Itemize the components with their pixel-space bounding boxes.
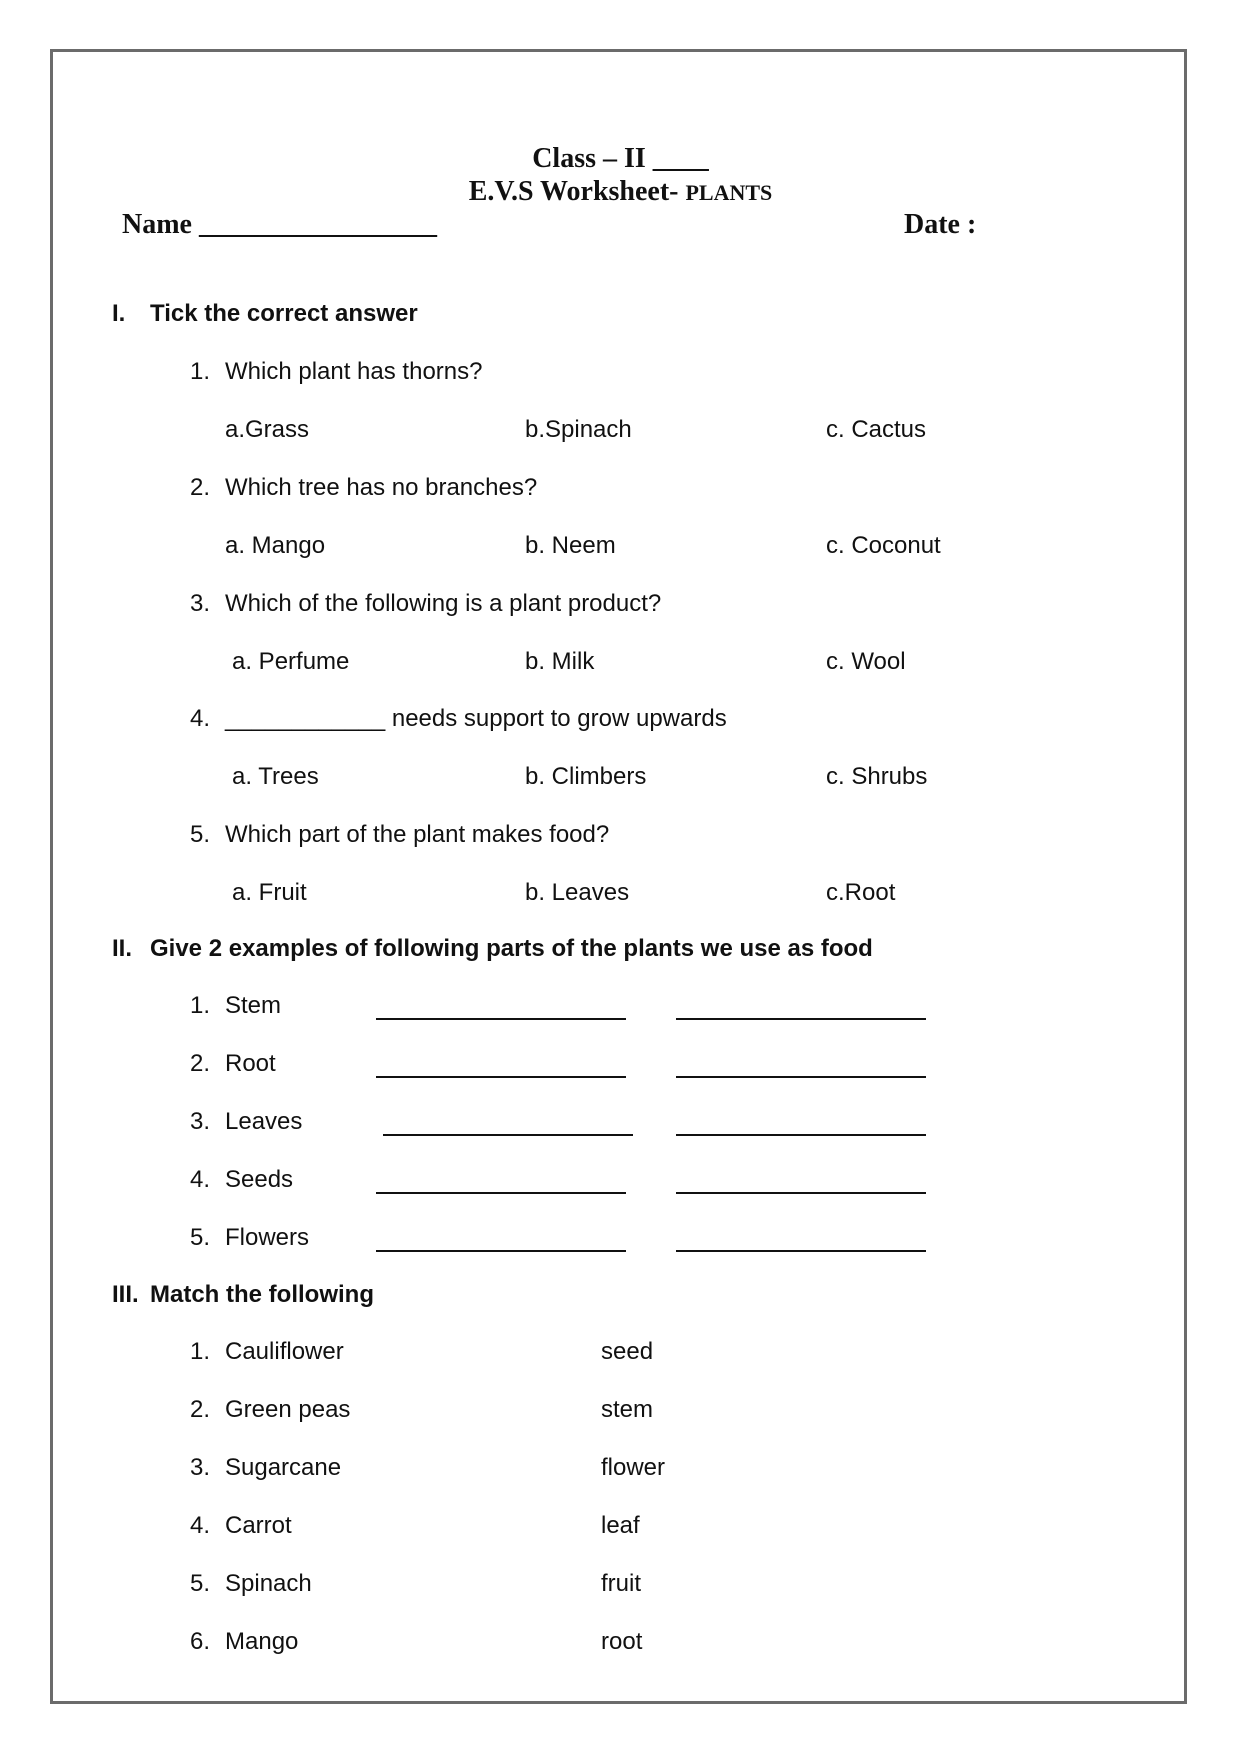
match-left-item: Cauliflower <box>225 1338 344 1365</box>
option-b: b. Leaves <box>525 879 630 906</box>
answer-blank-1[interactable] <box>376 1018 626 1020</box>
item-number: 4. <box>189 1512 210 1539</box>
section-1-title: Tick the correct answer <box>150 300 418 327</box>
match-right-item: fruit <box>601 1570 642 1597</box>
question-number: 5. <box>189 821 210 848</box>
food-part-row <box>0 1108 1241 1148</box>
answer-blank-1[interactable] <box>376 1076 626 1078</box>
option-b: b.Spinach <box>525 416 632 443</box>
section-3-heading <box>112 1281 374 1309</box>
question-text: Which plant has thorns? <box>225 358 483 385</box>
item-number: 2. <box>189 1050 210 1077</box>
question-number: 3. <box>189 590 210 617</box>
item-number: 1. <box>189 992 210 1019</box>
answer-blank-1[interactable] <box>383 1134 633 1136</box>
match-right-item: flower <box>601 1454 666 1481</box>
option-b: b. Milk <box>525 648 595 675</box>
answer-blank-2[interactable] <box>676 1076 926 1078</box>
option-b: b. Neem <box>525 532 616 559</box>
option-c: c. Coconut <box>826 532 941 559</box>
item-number: 4. <box>189 1166 210 1193</box>
food-part-row <box>0 992 1241 1032</box>
food-part-label: Flowers <box>225 1224 310 1251</box>
food-part-label: Leaves <box>225 1108 303 1135</box>
answer-blank-2[interactable] <box>676 1134 926 1136</box>
item-number: 1. <box>189 1338 210 1365</box>
section-3-title: Match the following <box>150 1281 374 1308</box>
item-number: 2. <box>189 1396 210 1423</box>
food-part-label: Root <box>225 1050 276 1077</box>
match-left-item: Green peas <box>225 1396 351 1423</box>
answer-blank-2[interactable] <box>676 1018 926 1020</box>
question-text: Which of the following is a plant product? <box>225 590 662 617</box>
match-right-item: leaf <box>601 1512 640 1539</box>
class-label: Class – II ____ <box>532 143 709 174</box>
option-c: c.Root <box>826 879 896 906</box>
item-number: 5. <box>189 1224 210 1251</box>
worksheet-title-main: E.V.S Worksheet- <box>468 176 679 207</box>
worksheet-title <box>0 176 1241 208</box>
item-number: 3. <box>189 1108 210 1135</box>
question-number: 1. <box>189 358 210 385</box>
item-number: 3. <box>189 1454 210 1481</box>
option-a: a.Grass <box>225 416 310 443</box>
answer-blank-1[interactable] <box>376 1250 626 1252</box>
option-c: c. Shrubs <box>826 763 928 790</box>
section-1-roman: I. <box>112 300 126 327</box>
match-left-item: Spinach <box>225 1570 312 1597</box>
option-a: a. Fruit <box>232 879 307 906</box>
name-field-label: Name _________________ <box>122 209 437 240</box>
section-2-roman: II. <box>112 935 133 962</box>
match-left-item: Sugarcane <box>225 1454 342 1481</box>
section-2-heading <box>112 935 873 963</box>
match-left-item: Carrot <box>225 1512 292 1539</box>
match-right-item: stem <box>601 1396 654 1423</box>
match-left-item: Mango <box>225 1628 299 1655</box>
answer-blank-1[interactable] <box>376 1192 626 1194</box>
option-b: b. Climbers <box>525 763 647 790</box>
answer-blank-2[interactable] <box>676 1250 926 1252</box>
food-part-label: Seeds <box>225 1166 294 1193</box>
worksheet-topic: PLANTS <box>685 180 773 205</box>
item-number: 6. <box>189 1628 210 1655</box>
question-number: 2. <box>189 474 210 501</box>
item-number: 5. <box>189 1570 210 1597</box>
food-part-row <box>0 1224 1241 1264</box>
question-text: Which tree has no branches? <box>225 474 538 501</box>
option-a: a. Mango <box>225 532 326 559</box>
question-number: 4. <box>189 705 210 732</box>
food-part-row <box>0 1166 1241 1206</box>
option-c: c. Wool <box>826 648 906 675</box>
date-field-label: Date : <box>904 209 977 240</box>
match-right-item: seed <box>601 1338 654 1365</box>
section-2-title: Give 2 examples of following parts of the plants we use as food <box>150 935 873 962</box>
section-3-roman: III. <box>112 1281 139 1308</box>
section-1-heading <box>112 300 418 328</box>
food-part-row <box>0 1050 1241 1090</box>
food-part-label: Stem <box>225 992 282 1019</box>
question-text: ____________ needs support to grow upwards <box>225 705 727 732</box>
match-right-item: root <box>601 1628 643 1655</box>
option-a: a. Perfume <box>232 648 350 675</box>
option-a: a. Trees <box>232 763 319 790</box>
answer-blank-2[interactable] <box>676 1192 926 1194</box>
question-text: Which part of the plant makes food? <box>225 821 610 848</box>
option-c: c. Cactus <box>826 416 927 443</box>
